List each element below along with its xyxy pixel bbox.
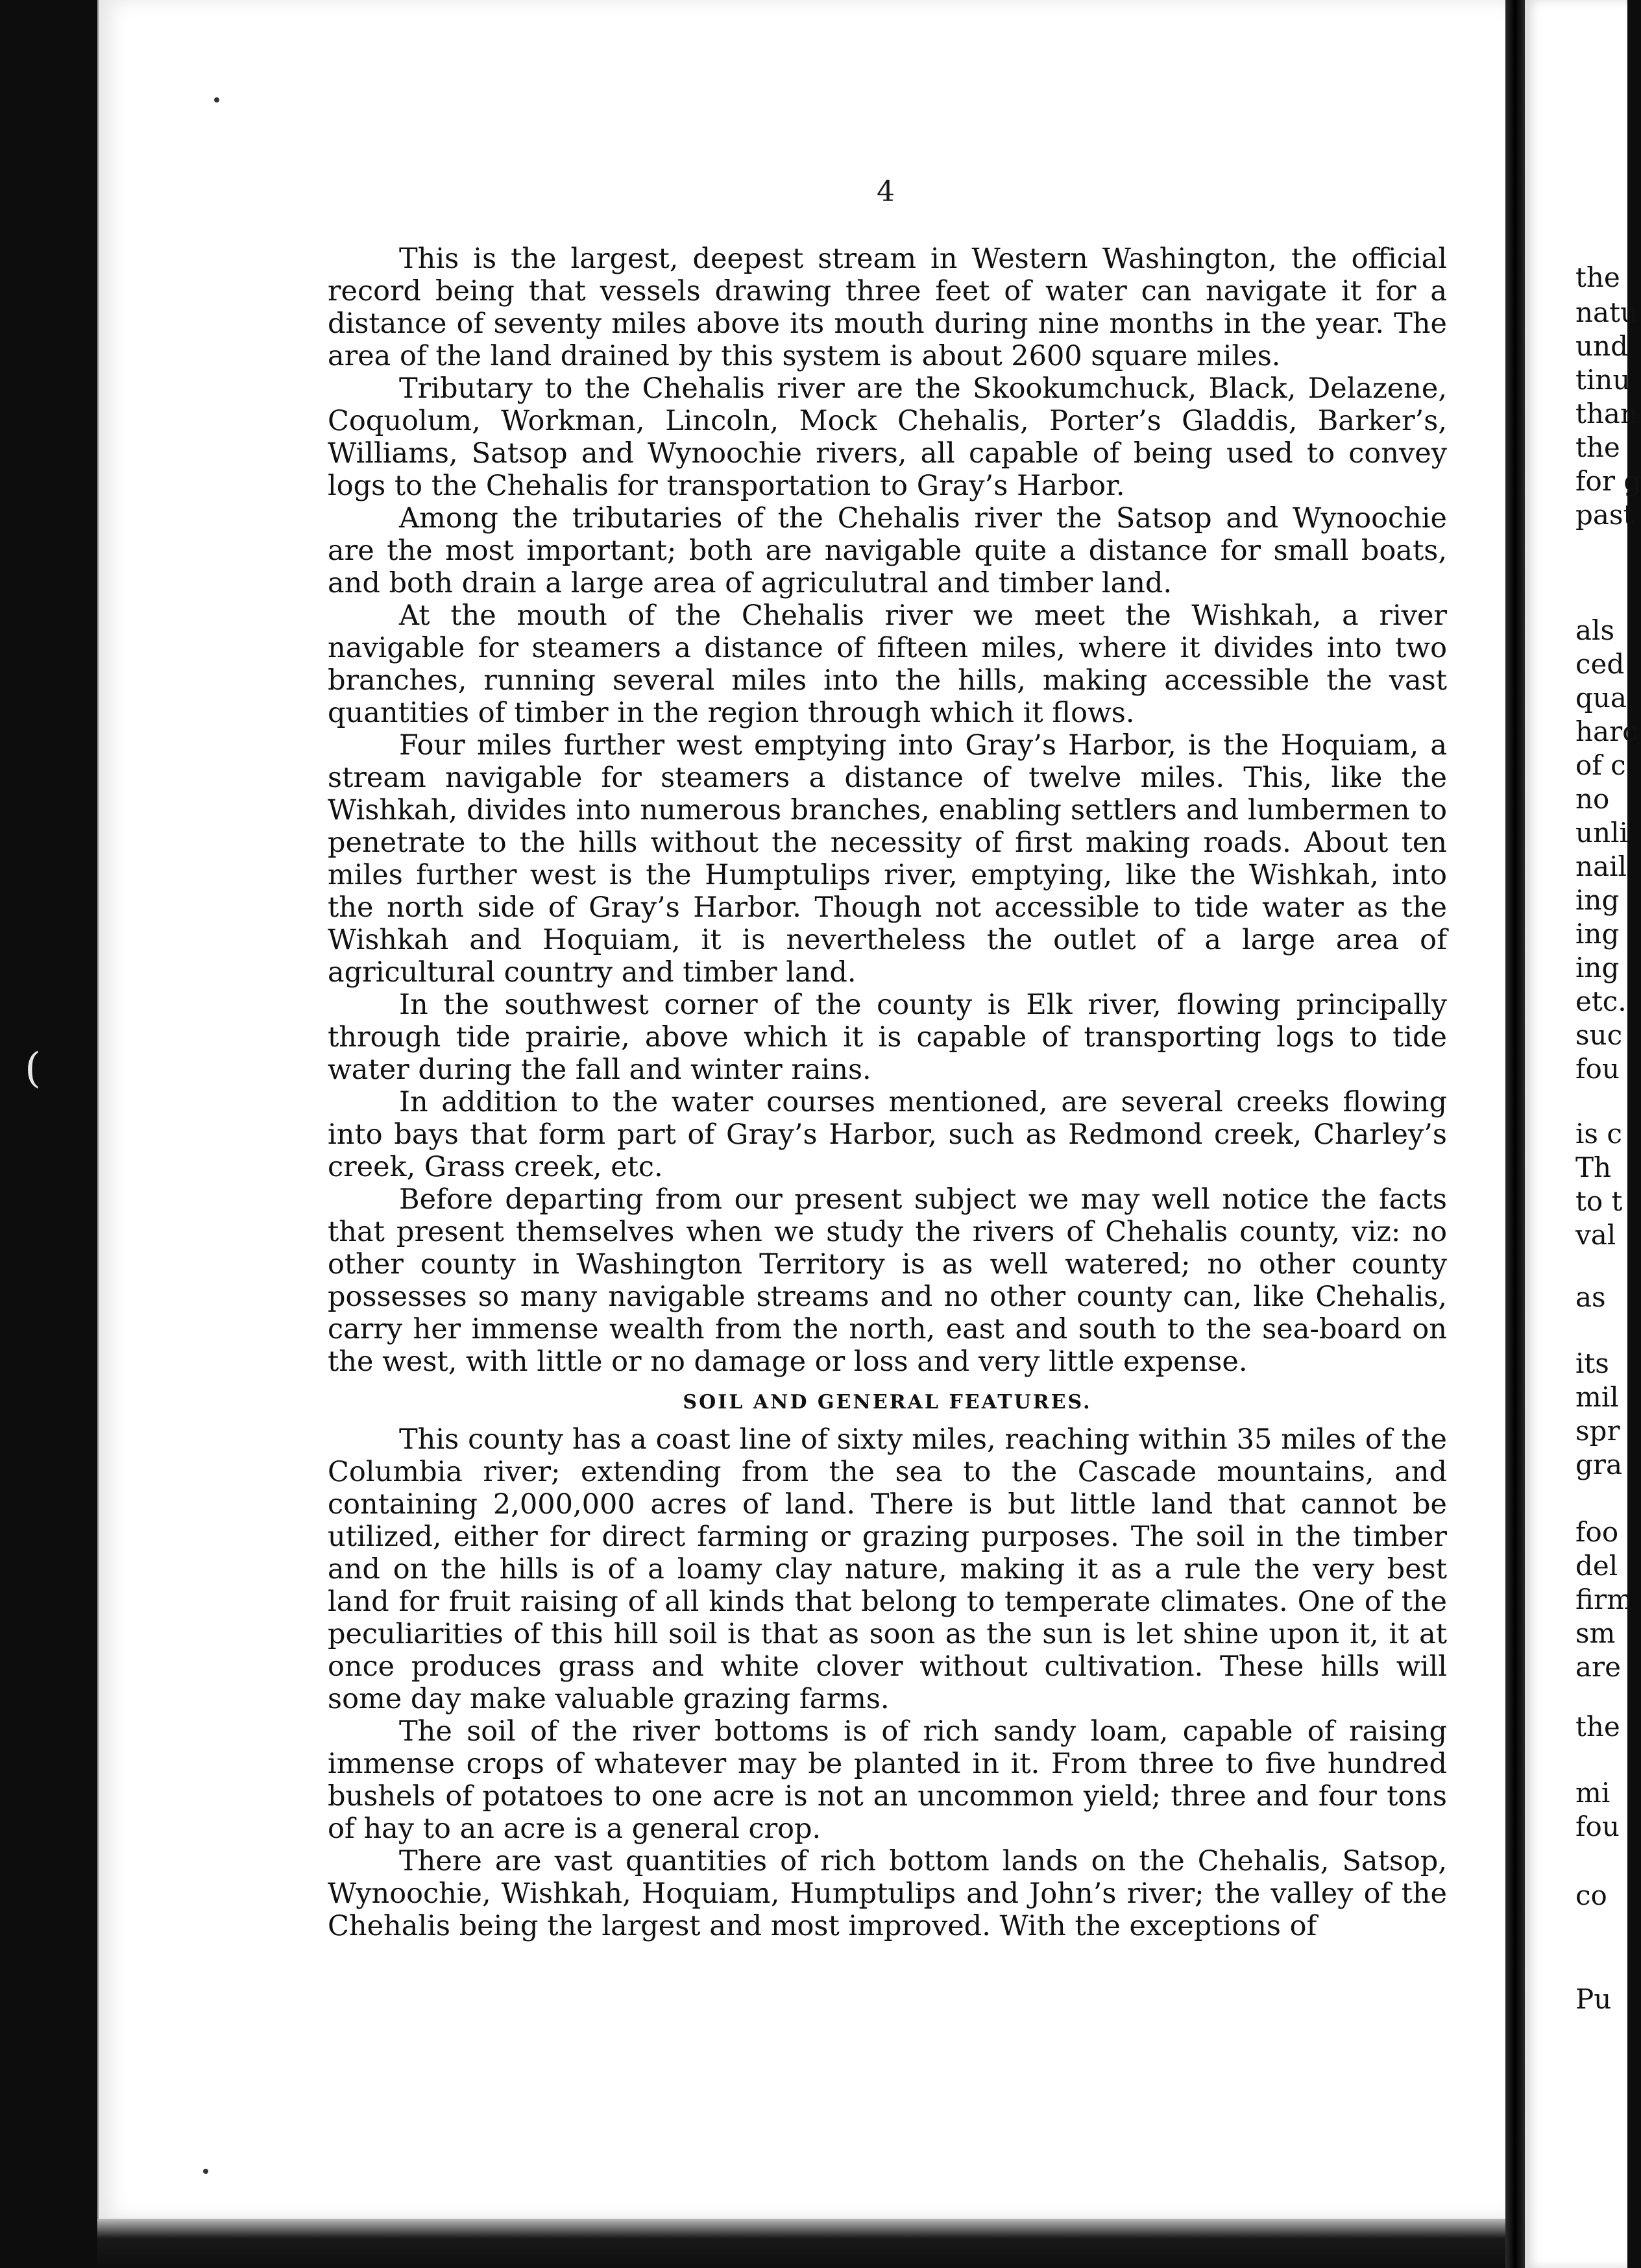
right-fragment: ced	[1575, 648, 1625, 680]
section-heading: SOIL AND GENERAL FEATURES.	[683, 1391, 1092, 1414]
paragraph-summary: Before departing from our present subject we may well notice the facts that present themselves when we study the rivers of Chehalis county, viz: no other county in Washington Territory is as well watered; no other county possesses so many navigable streams and no other county can, like Chehalis, carry her immense wealth from the north, east and south to the sea-board on the west, with little or no damage or loss and very little expense.	[328, 1183, 1447, 1378]
right-fragment: past	[1575, 499, 1635, 531]
right-fragment: del	[1575, 1550, 1618, 1582]
right-fragment: as	[1575, 1281, 1606, 1313]
right-fragment: sm	[1575, 1617, 1616, 1649]
right-fragment: nail	[1575, 850, 1627, 882]
paragraph-wishkah: At the mouth of the Chehalis river we meet the Wishkah, a river navigable for steamers a distance of fifteen miles, where it divides into two branches, running several miles into the hills, making accessible the vast quantities of timber in the region through which it flows.	[328, 599, 1447, 729]
right-fragment: gra	[1575, 1449, 1623, 1480]
paragraph-elk-river: In the southwest corner of the county is Elk river, flowing principally through tide prairie, above which it is capable of transporting logs to tide water during the fall and winter rains.	[328, 989, 1447, 1086]
paragraph-hoquiam: Four miles further west emptying into Gray’s Harbor, is the Hoquiam, a stream navigable for steamers a distance of twelve miles. This, like the Wishkah, divides into numerous branches, enabling settlers and lumbermen to penetrate to the hills without the necessity of first making roads. About ten miles further west is the Humptulips river, emptying, like the Wishkah, into the north side of Gray’s Harbor. Though not accessible to tide water as the Wishkah and Hoquiam, it is nevertheless the outlet of a large area of agricultural country and timber land.	[328, 729, 1447, 989]
ink-speck	[214, 97, 219, 103]
margin-bracket-mark: (	[25, 1044, 41, 1092]
ink-speck	[203, 2169, 208, 2174]
right-fragment: ing	[1575, 884, 1620, 916]
right-fragment: mi	[1575, 1777, 1611, 1809]
right-fragment: ing	[1575, 952, 1620, 983]
right-page-text	[1575, 0, 1641, 2268]
paragraph-chehalis-stream: This is the largest, deepest stream in Western Washington, the official record being that vessels drawing three feet of water can navigate it for a distance of seventy miles above its mouth during nine months in the year. The area of the land drained by this system is about 2600 square miles.	[328, 243, 1447, 372]
right-fragment: for g	[1575, 465, 1641, 497]
right-fragment: unli	[1575, 817, 1628, 849]
right-fragment: als	[1575, 614, 1615, 646]
right-fragment: its	[1575, 1347, 1609, 1379]
page-bottom-edge	[97, 2219, 1505, 2268]
paragraph-coast-line: This county has a coast line of sixty miles, reaching within 35 miles of the Columbia river; extending from the sea to the Cascade mountains, and containing 2,000,000 acres of land. There is but little land that cannot be utilized, either for direct farming or grazing purposes. The soil in the timber and on the hills is of a loamy clay nature, making it as a rule the very best land for fruit raising of all kinds that belong to temperate climates. One of the peculiarities of this hill soil is that as soon as the sun is let shine upon it, it at once produces grass and white clover without cultivation. These hills will some day make valuable grazing farms.	[328, 1423, 1447, 1715]
right-fragment: suc	[1575, 1019, 1623, 1051]
right-fragment: natu	[1575, 296, 1638, 328]
right-fragment: is c	[1575, 1118, 1622, 1150]
paragraph-tributaries: Tributary to the Chehalis river are the Skookumchuck, Black, Delazene, Coquolum, Workman, Lincoln, Mock Chehalis, Porter’s Gladdis, Barker’s, Williams, Satsop and Wynoochie rivers, all capable of being used to convey logs to the Chehalis for transportation to Gray’s Harbor.	[328, 372, 1447, 502]
right-fragment: spr	[1575, 1415, 1620, 1447]
paragraph-creeks: In addition to the water courses mentioned, are several creeks flowing into bays that form part of Gray’s Harbor, such as Redmond creek, Charley’s creek, Grass creek, etc.	[328, 1086, 1447, 1183]
right-fragment: val	[1575, 1219, 1616, 1251]
right-fragment: tinu	[1575, 364, 1631, 396]
right-fragment: und	[1575, 330, 1628, 362]
right-fragment: fou	[1575, 1811, 1620, 1842]
right-fragment: to t	[1575, 1185, 1623, 1217]
right-fragment: etc.	[1575, 985, 1627, 1017]
right-fragment: no	[1575, 783, 1610, 815]
right-fragment: the	[1575, 261, 1620, 293]
right-fragment: ing	[1575, 918, 1620, 950]
right-fragment: co	[1575, 1879, 1607, 1911]
page-number: 4	[877, 175, 895, 208]
right-fragment: qua	[1575, 682, 1627, 714]
right-fragment: of c	[1575, 749, 1626, 781]
paragraph-satsop-wynoochie: Among the tributaries of the Chehalis river the Satsop and Wynoochie are the most important; both are navigable quite a distance for small boats, and both drain a large area of agriculutral and timber land.	[328, 502, 1447, 599]
right-fragment: than	[1575, 398, 1638, 429]
right-fragment: foo	[1575, 1516, 1619, 1548]
right-fragment: the	[1575, 1711, 1620, 1743]
paragraph-bottom-lands: There are vast quantities of rich bottom lands on the Chehalis, Satsop, Wynoochie, Wishkah, Hoquiam, Humptulips and John’s river; the valley of the Chehalis being the largest and most improved. With the exceptions of	[328, 1845, 1447, 1942]
right-fragment: the	[1575, 431, 1620, 463]
article-body	[328, 243, 1447, 1942]
right-fragment: firm	[1575, 1584, 1633, 1615]
right-fragment: Th	[1575, 1152, 1612, 1183]
right-fragment: harc	[1575, 716, 1638, 747]
book-gutter	[1505, 0, 1525, 2268]
right-fragment: fou	[1575, 1053, 1620, 1085]
right-fragment: are	[1575, 1651, 1621, 1683]
right-fragment: Pu	[1575, 1983, 1612, 2015]
paragraph-river-bottoms: The soil of the river bottoms is of rich sandy loam, capable of raising immense crops of whatever may be planted in it. From three to five hundred bushels of potatoes to one acre is not an uncommon yield; three and four tons of hay to an acre is a general crop.	[328, 1715, 1447, 1845]
right-fragment: mil	[1575, 1381, 1619, 1413]
